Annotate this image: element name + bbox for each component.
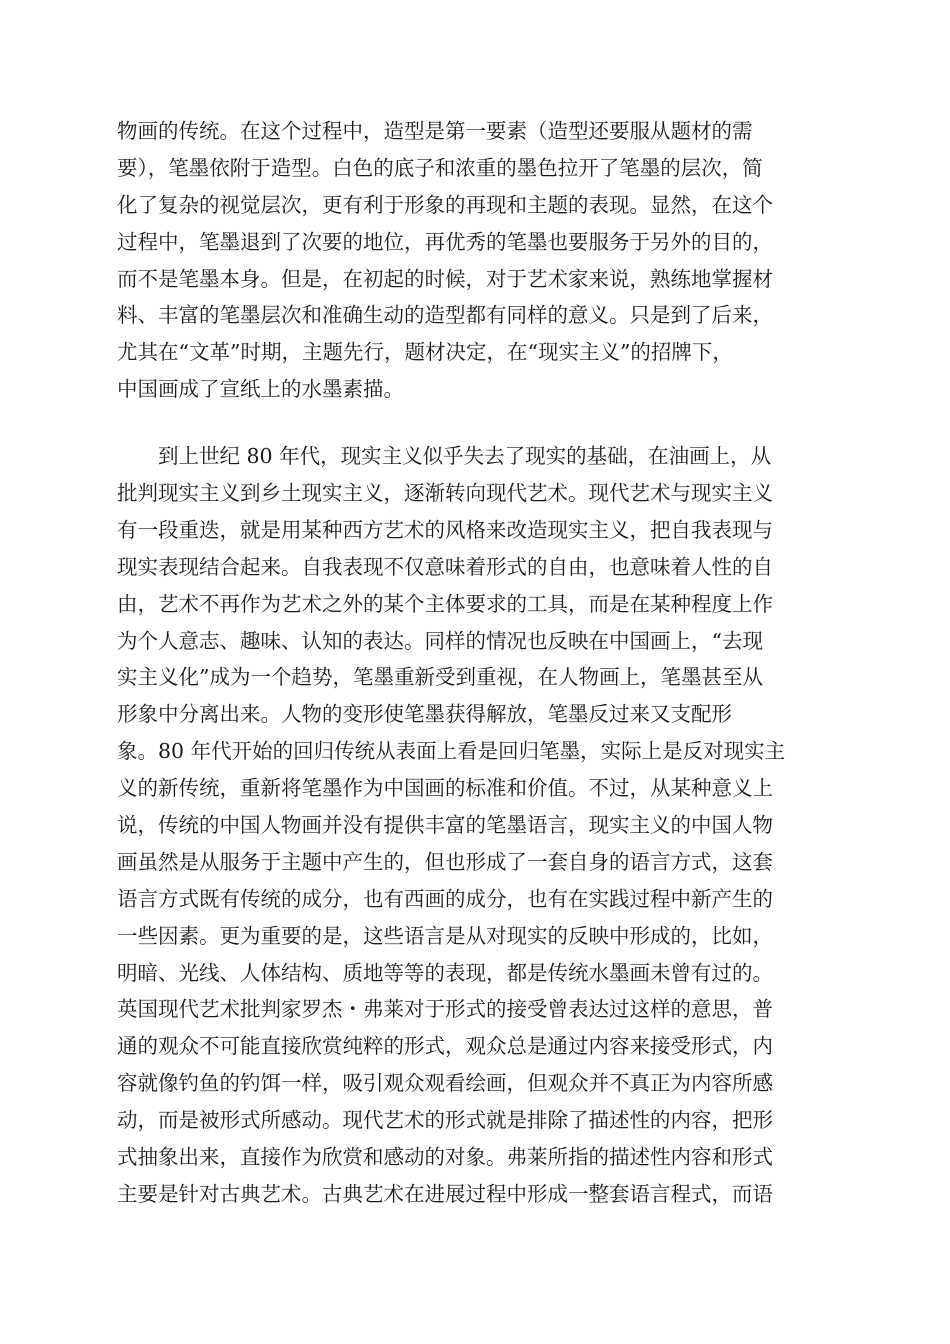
text-line: 现实表现结合起来。自我表现不仅意味着形式的自由，也意味着人性的自 bbox=[117, 554, 773, 579]
text-line: 要），笔墨依附于造型。白色的底子和浓重的墨色拉开了笔墨的层次，简 bbox=[117, 155, 763, 180]
text-line: 英国现代艺术批判家罗杰・弗莱对于形式的接受曾表达过这样的意思，普 bbox=[117, 997, 773, 1022]
text-line: 明暗、光线、人体结构、质地等等的表现，都是传统水墨画未曾有过的。 bbox=[117, 960, 773, 985]
text-line: 实主义化”成为一个趋势，笔墨重新受到重视，在人物画上，笔墨甚至从 bbox=[117, 665, 763, 690]
text-line: 为个人意志、趣味、认知的表达。同样的情况也反映在中国画上，“去现 bbox=[117, 628, 763, 653]
paragraph-1 bbox=[117, 113, 837, 408]
text-line: 到上世纪 80 年代，现实主义似乎失去了现实的基础，在油画上，从 bbox=[158, 444, 772, 469]
text-line: 语言方式既有传统的成分，也有西画的成分，也有在实践过程中新产生的 bbox=[117, 886, 773, 911]
text-line: 料、丰富的笔墨层次和准确生动的造型都有同样的意义。只是到了后来， bbox=[117, 303, 773, 328]
body-text bbox=[117, 113, 837, 1213]
text-line: 化了复杂的视觉层次，更有利于形象的再现和主题的表现。显然，在这个 bbox=[117, 192, 773, 217]
paragraph-gap bbox=[117, 408, 837, 438]
text-line: 式抽象出来，直接作为欣赏和感动的对象。弗莱所指的描述性内容和形式 bbox=[117, 1145, 773, 1170]
text-line: 通的观众不可能直接欣赏纯粹的形式，观众总是通过内容来接受形式，内 bbox=[117, 1034, 773, 1059]
text-line: 主要是针对古典艺术。古典艺术在进展过程中形成一整套语言程式，而语 bbox=[117, 1181, 773, 1206]
text-line: 而不是笔墨本身。但是，在初起的时候，对于艺术家来说，熟练地掌握材 bbox=[117, 266, 773, 291]
text-line: 过程中，笔墨退到了次要的地位，再优秀的笔墨也要服务于另外的目的， bbox=[117, 229, 773, 254]
text-line: 批判现实主义到乡土现实主义，逐渐转向现代艺术。现代艺术与现实主义 bbox=[117, 481, 773, 506]
text-line: 物画的传统。在这个过程中，造型是第一要素（造型还要服从题材的需 bbox=[117, 119, 753, 143]
text-line: 尤其在“文革”时期，主题先行，题材决定，在“现实主义”的招牌下， bbox=[117, 340, 733, 365]
text-line: 说，传统的中国人物画并没有提供丰富的笔墨语言，现实主义的中国人物 bbox=[117, 813, 773, 838]
text-line: 容就像钓鱼的钓饵一样，吸引观众观看绘画，但观众并不真正为内容所感 bbox=[117, 1071, 773, 1096]
text-line: 有一段重迭，就是用某种西方艺术的风格来改造现实主义，把自我表现与 bbox=[117, 517, 773, 542]
text-line: 中国画成了宣纸上的水墨素描。 bbox=[117, 377, 404, 402]
text-line: 义的新传统，重新将笔墨作为中国画的标准和价值。不过，从某种意义上 bbox=[117, 776, 773, 801]
text-line: 画虽然是从服务于主题中产生的，但也形成了一套自身的语言方式，这套 bbox=[117, 849, 773, 874]
text-line: 一些因素。更为重要的是，这些语言是从对现实的反映中形成的，比如， bbox=[117, 923, 773, 948]
paragraph-2 bbox=[117, 438, 837, 1213]
text-line: 动，而是被形式所感动。现代艺术的形式就是排除了描述性的内容，把形 bbox=[117, 1108, 773, 1133]
text-line: 由，艺术不再作为艺术之外的某个主体要求的工具，而是在某种程度上作 bbox=[117, 591, 773, 616]
text-line: 象。80 年代开始的回归传统从表面上看是回归笔墨，实际上是反对现实主 bbox=[117, 739, 786, 764]
text-line: 形象中分离出来。人物的变形使笔墨获得解放，笔墨反过来又支配形 bbox=[117, 702, 732, 727]
